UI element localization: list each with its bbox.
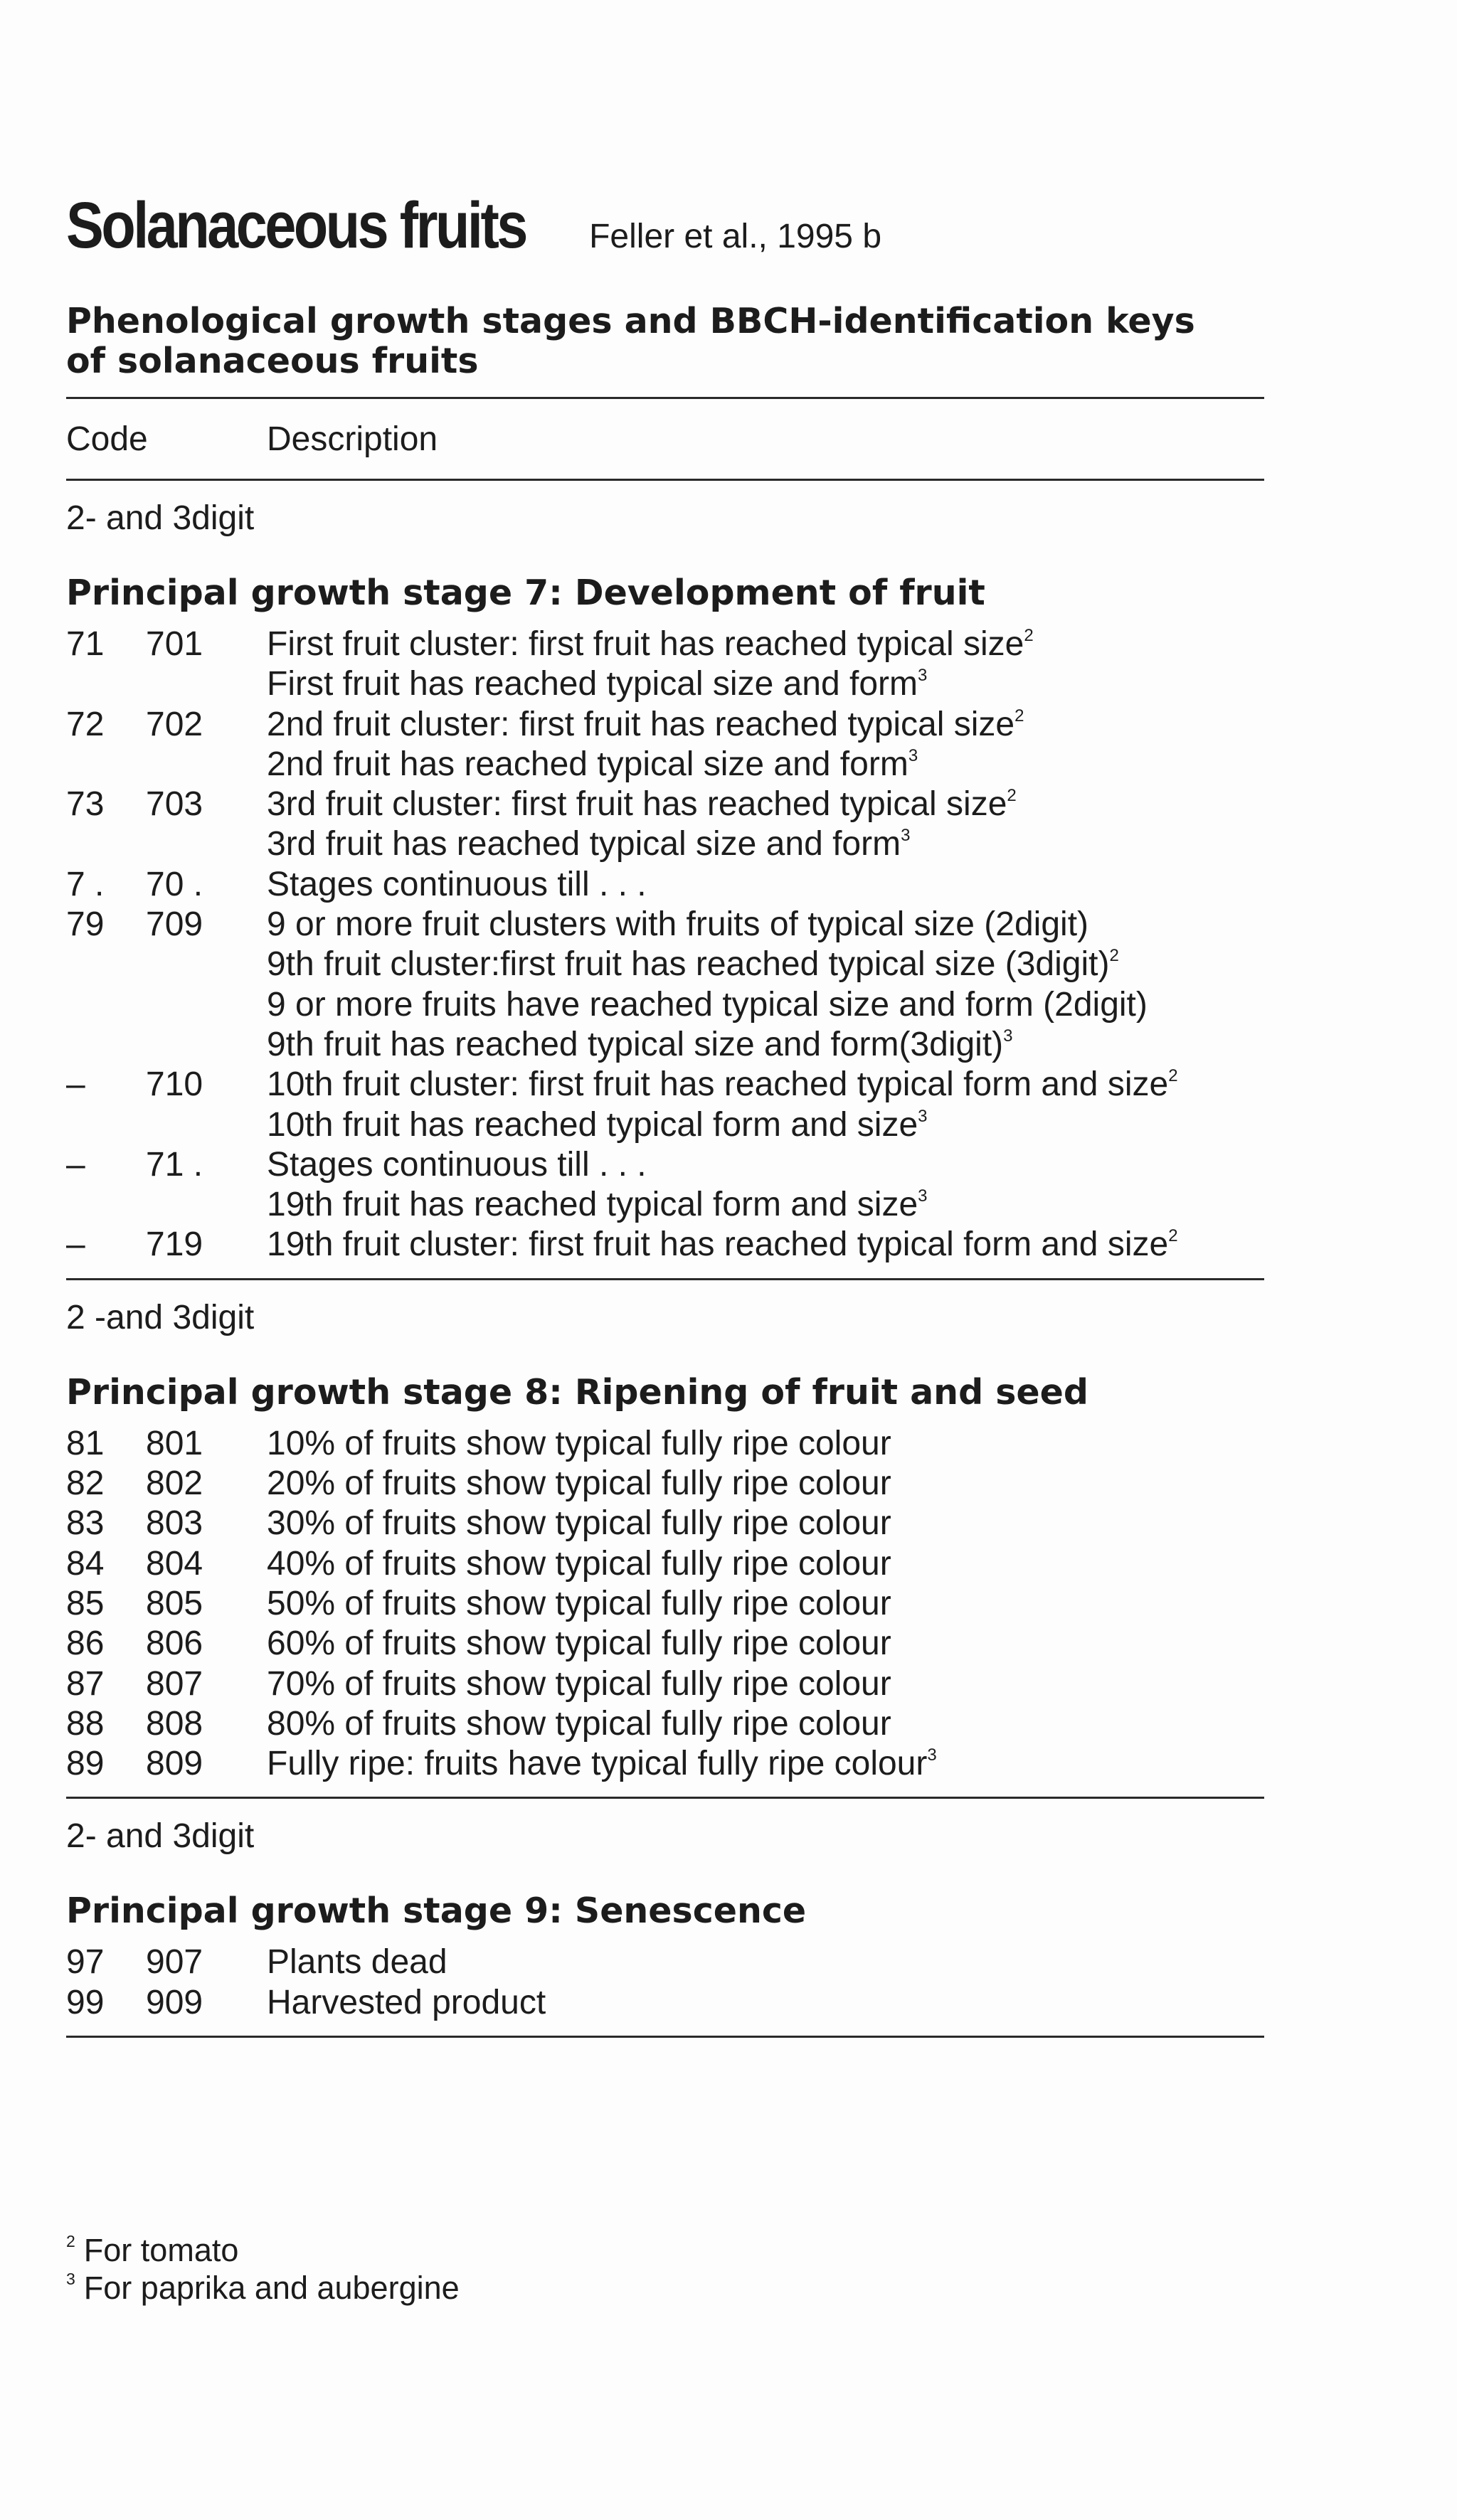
digit-group-label: 2 -and 3digit [66, 1298, 255, 1336]
code-3digit [146, 824, 267, 864]
footnotes [66, 2231, 460, 2307]
stage-row [66, 1624, 1264, 1664]
code-column-header: Code [66, 420, 148, 458]
stage-description [267, 785, 1264, 824]
description-text: Fully ripe: fruits have typical fully ripe colour [267, 1745, 928, 1783]
code-3digit [146, 664, 267, 704]
principal-stage-title: Principal growth stage 9: Senescence [66, 1891, 807, 1932]
description-text: 80% of fruits show typical fully ripe colour [267, 1704, 891, 1743]
code-2digit: 86 [66, 1625, 105, 1663]
description-text: 2nd fruit has reached typical size and form [267, 745, 908, 783]
code-3digit: 709 [146, 905, 203, 944]
code-3digit: 71 . [146, 1145, 203, 1184]
code-2digit: – [66, 1065, 85, 1104]
description-text: 10% of fruits show typical fully ripe colour [267, 1424, 891, 1462]
description-text: 19th fruit cluster: first fruit has reached typical form and size [267, 1226, 1169, 1264]
footnote-reference: 2 [1024, 626, 1034, 645]
stage-rows [66, 1942, 1264, 2023]
code-3digit: 805 [146, 1584, 203, 1622]
description-text: 3rd fruit cluster: first fruit has reached typical size [267, 785, 1007, 824]
footnote-reference: 3 [927, 1745, 937, 1765]
description-text: 9th fruit cluster:first fruit has reached typical size (3digit) [267, 945, 1110, 984]
stage-row [66, 945, 1264, 984]
stage-row [66, 1504, 1264, 1543]
page-title: Solanaceous fruits [66, 189, 526, 262]
caption-line-1: Phenological growth stages and BBCH-identification keys [66, 301, 1195, 341]
footnote-reference: 3 [908, 745, 918, 765]
description-text: Stages continuous till . . . [267, 1145, 647, 1184]
code-3digit: 909 [146, 1983, 203, 2021]
code-2digit: 88 [66, 1704, 105, 1743]
stage-row [66, 1105, 1264, 1145]
footnote-reference: 3 [901, 826, 911, 846]
code-2digit: 85 [66, 1584, 105, 1622]
principal-stage-title: Principal growth stage 8: Ripening of fruit and seed [66, 1371, 1088, 1413]
author-citation: Feller et al., 1995 b [589, 218, 882, 255]
code-3digit: 809 [146, 1745, 203, 1783]
description-text: 9 or more fruit clusters with fruits of typical size (2digit) [267, 905, 1089, 944]
code-2digit [66, 745, 146, 785]
header-rule [66, 479, 1264, 481]
stage-description [267, 1704, 1264, 1744]
column-header-row [66, 399, 1264, 479]
stage-row [66, 1704, 1264, 1744]
description-text: Plants dead [267, 1943, 447, 1982]
description-text: 3rd fruit has reached typical size and form [267, 825, 901, 863]
footnote-reference: 3 [918, 1106, 928, 1126]
code-2digit: 97 [66, 1943, 105, 1982]
code-2digit: 84 [66, 1544, 105, 1583]
stage-description [267, 1145, 1264, 1185]
stage-row [66, 865, 1264, 905]
stage-row [66, 1942, 1264, 1982]
stage-row [66, 664, 1264, 704]
stage-row [66, 705, 1264, 745]
description-text: 50% of fruits show typical fully ripe colour [267, 1584, 891, 1622]
stage-row [66, 905, 1264, 945]
footnote-reference: 2 [1168, 1066, 1178, 1086]
stage-rows [66, 1424, 1264, 1785]
code-2digit: – [66, 1226, 85, 1264]
code-3digit: 701 [146, 625, 203, 663]
footnote-text: For tomato [83, 2232, 239, 2268]
code-3digit: 802 [146, 1464, 203, 1503]
description-text: Stages continuous till . . . [267, 865, 647, 903]
stage-description [267, 1983, 1264, 2023]
description-text: 60% of fruits show typical fully ripe colour [267, 1625, 891, 1663]
footnote-mark: 3 [66, 2270, 75, 2288]
stage-description [267, 1464, 1264, 1504]
code-2digit: 72 [66, 705, 105, 743]
stage-description [267, 1105, 1264, 1145]
code-3digit: 719 [146, 1226, 203, 1264]
code-2digit: 7 . [66, 865, 105, 903]
stage-description [267, 705, 1264, 745]
description-text: 20% of fruits show typical fully ripe colour [267, 1464, 891, 1503]
code-2digit: 81 [66, 1424, 105, 1462]
code-2digit [66, 985, 146, 1025]
stage-row [66, 1185, 1264, 1225]
code-2digit: 71 [66, 625, 105, 663]
description-text: First fruit has reached typical size and form [267, 665, 918, 703]
table-caption [66, 302, 1264, 381]
stage-row [66, 1464, 1264, 1504]
stage-row [66, 1584, 1264, 1624]
stage-description [267, 1942, 1264, 1982]
footnote-reference: 3 [918, 666, 928, 686]
stage-description [267, 1424, 1264, 1464]
footnote-mark: 2 [66, 2232, 75, 2250]
footnote [66, 2231, 460, 2269]
code-3digit [146, 1185, 267, 1225]
description-text: 70% of fruits show typical fully ripe colour [267, 1664, 891, 1703]
stage-description [267, 1065, 1264, 1105]
stage-description [267, 945, 1264, 984]
stage-description [267, 745, 1264, 785]
stage-row [66, 1025, 1264, 1065]
stage-rows [66, 624, 1264, 1265]
stage-row [66, 1983, 1264, 2023]
code-3digit: 803 [146, 1504, 203, 1543]
document-page [66, 186, 1264, 2038]
footnote-reference: 2 [1168, 1226, 1178, 1246]
caption-line-2: of solanaceous fruits [66, 341, 479, 381]
code-2digit: 87 [66, 1664, 105, 1703]
stage-row [66, 1065, 1264, 1105]
code-3digit: 806 [146, 1625, 203, 1663]
code-2digit: 99 [66, 1983, 105, 2021]
code-2digit: 79 [66, 905, 105, 944]
code-2digit: 83 [66, 1504, 105, 1543]
title-row [66, 186, 1264, 265]
stage-row [66, 745, 1264, 785]
code-2digit [66, 664, 146, 704]
code-2digit [66, 1105, 146, 1145]
stage-description [267, 1185, 1264, 1225]
description-text: 10th fruit has reached typical form and size [267, 1105, 918, 1144]
stage-row [66, 985, 1264, 1025]
stage-row [66, 785, 1264, 824]
stage-row [66, 1744, 1264, 1784]
stage-row [66, 824, 1264, 864]
stage-row [66, 1225, 1264, 1265]
description-text: 30% of fruits show typical fully ripe colour [267, 1504, 891, 1543]
stage-row [66, 624, 1264, 664]
stage-description [267, 905, 1264, 945]
code-2digit: – [66, 1145, 85, 1184]
code-3digit [146, 985, 267, 1025]
code-3digit [146, 1025, 267, 1065]
description-text: 10th fruit cluster: first fruit has reached typical form and size [267, 1065, 1169, 1104]
code-3digit [146, 945, 267, 984]
code-2digit: 73 [66, 785, 105, 824]
code-2digit [66, 824, 146, 864]
footnote-reference: 3 [918, 1186, 928, 1206]
description-text: First fruit cluster: first fruit has reached typical size [267, 625, 1024, 663]
stage-description [267, 865, 1264, 905]
section-rule [66, 2036, 1264, 2038]
code-3digit: 710 [146, 1065, 203, 1104]
code-3digit: 702 [146, 705, 203, 743]
section-rule [66, 1797, 1264, 1799]
stage-description [267, 624, 1264, 664]
code-3digit [146, 1105, 267, 1145]
footnote-reference: 2 [1109, 946, 1119, 966]
code-2digit [66, 1185, 146, 1225]
stage-row [66, 1145, 1264, 1185]
stage-row [66, 1664, 1264, 1704]
section-rule [66, 1278, 1264, 1280]
stage-description [267, 1504, 1264, 1543]
code-2digit: 82 [66, 1464, 105, 1503]
digit-group-label: 2- and 3digit [66, 1817, 255, 1856]
stage-description [267, 1584, 1264, 1624]
stage-description [267, 1744, 1264, 1784]
stage-description [267, 1225, 1264, 1265]
code-3digit: 907 [146, 1943, 203, 1982]
description-text: 40% of fruits show typical fully ripe colour [267, 1544, 891, 1583]
footnote-reference: 3 [1003, 1026, 1013, 1046]
stage-description [267, 824, 1264, 864]
code-2digit [66, 1025, 146, 1065]
stage-sections [66, 496, 1264, 2038]
code-3digit: 703 [146, 785, 203, 824]
footnote-reference: 2 [1007, 786, 1017, 806]
stage-row [66, 1544, 1264, 1584]
description-text: Harvested product [267, 1983, 546, 2021]
principal-stage-title: Principal growth stage 7: Development of fruit [66, 573, 985, 613]
code-3digit: 808 [146, 1704, 203, 1743]
code-3digit [146, 745, 267, 785]
stage-description [267, 664, 1264, 704]
description-text: 2nd fruit cluster: first fruit has reached typical size [267, 705, 1015, 743]
stage-description [267, 1544, 1264, 1584]
footnote-reference: 2 [1014, 706, 1024, 725]
footnote-text: For paprika and aubergine [83, 2270, 460, 2306]
stage-description [267, 1025, 1264, 1065]
code-2digit [66, 945, 146, 984]
description-text: 9th fruit has reached typical size and form(3digit) [267, 1025, 1004, 1063]
code-3digit: 801 [146, 1424, 203, 1462]
code-3digit: 804 [146, 1544, 203, 1583]
footnote [66, 2269, 460, 2307]
code-3digit: 70 . [146, 865, 203, 903]
stage-row [66, 1424, 1264, 1464]
description-text: 19th fruit has reached typical form and size [267, 1186, 918, 1224]
description-column-header: Description [267, 420, 438, 458]
digit-group-label: 2- and 3digit [66, 499, 255, 537]
code-3digit: 807 [146, 1664, 203, 1703]
description-text: 9 or more fruits have reached typical size and form (2digit) [267, 985, 1148, 1024]
stage-description [267, 985, 1264, 1025]
code-2digit: 89 [66, 1745, 105, 1783]
stage-description [267, 1624, 1264, 1664]
stage-description [267, 1664, 1264, 1704]
